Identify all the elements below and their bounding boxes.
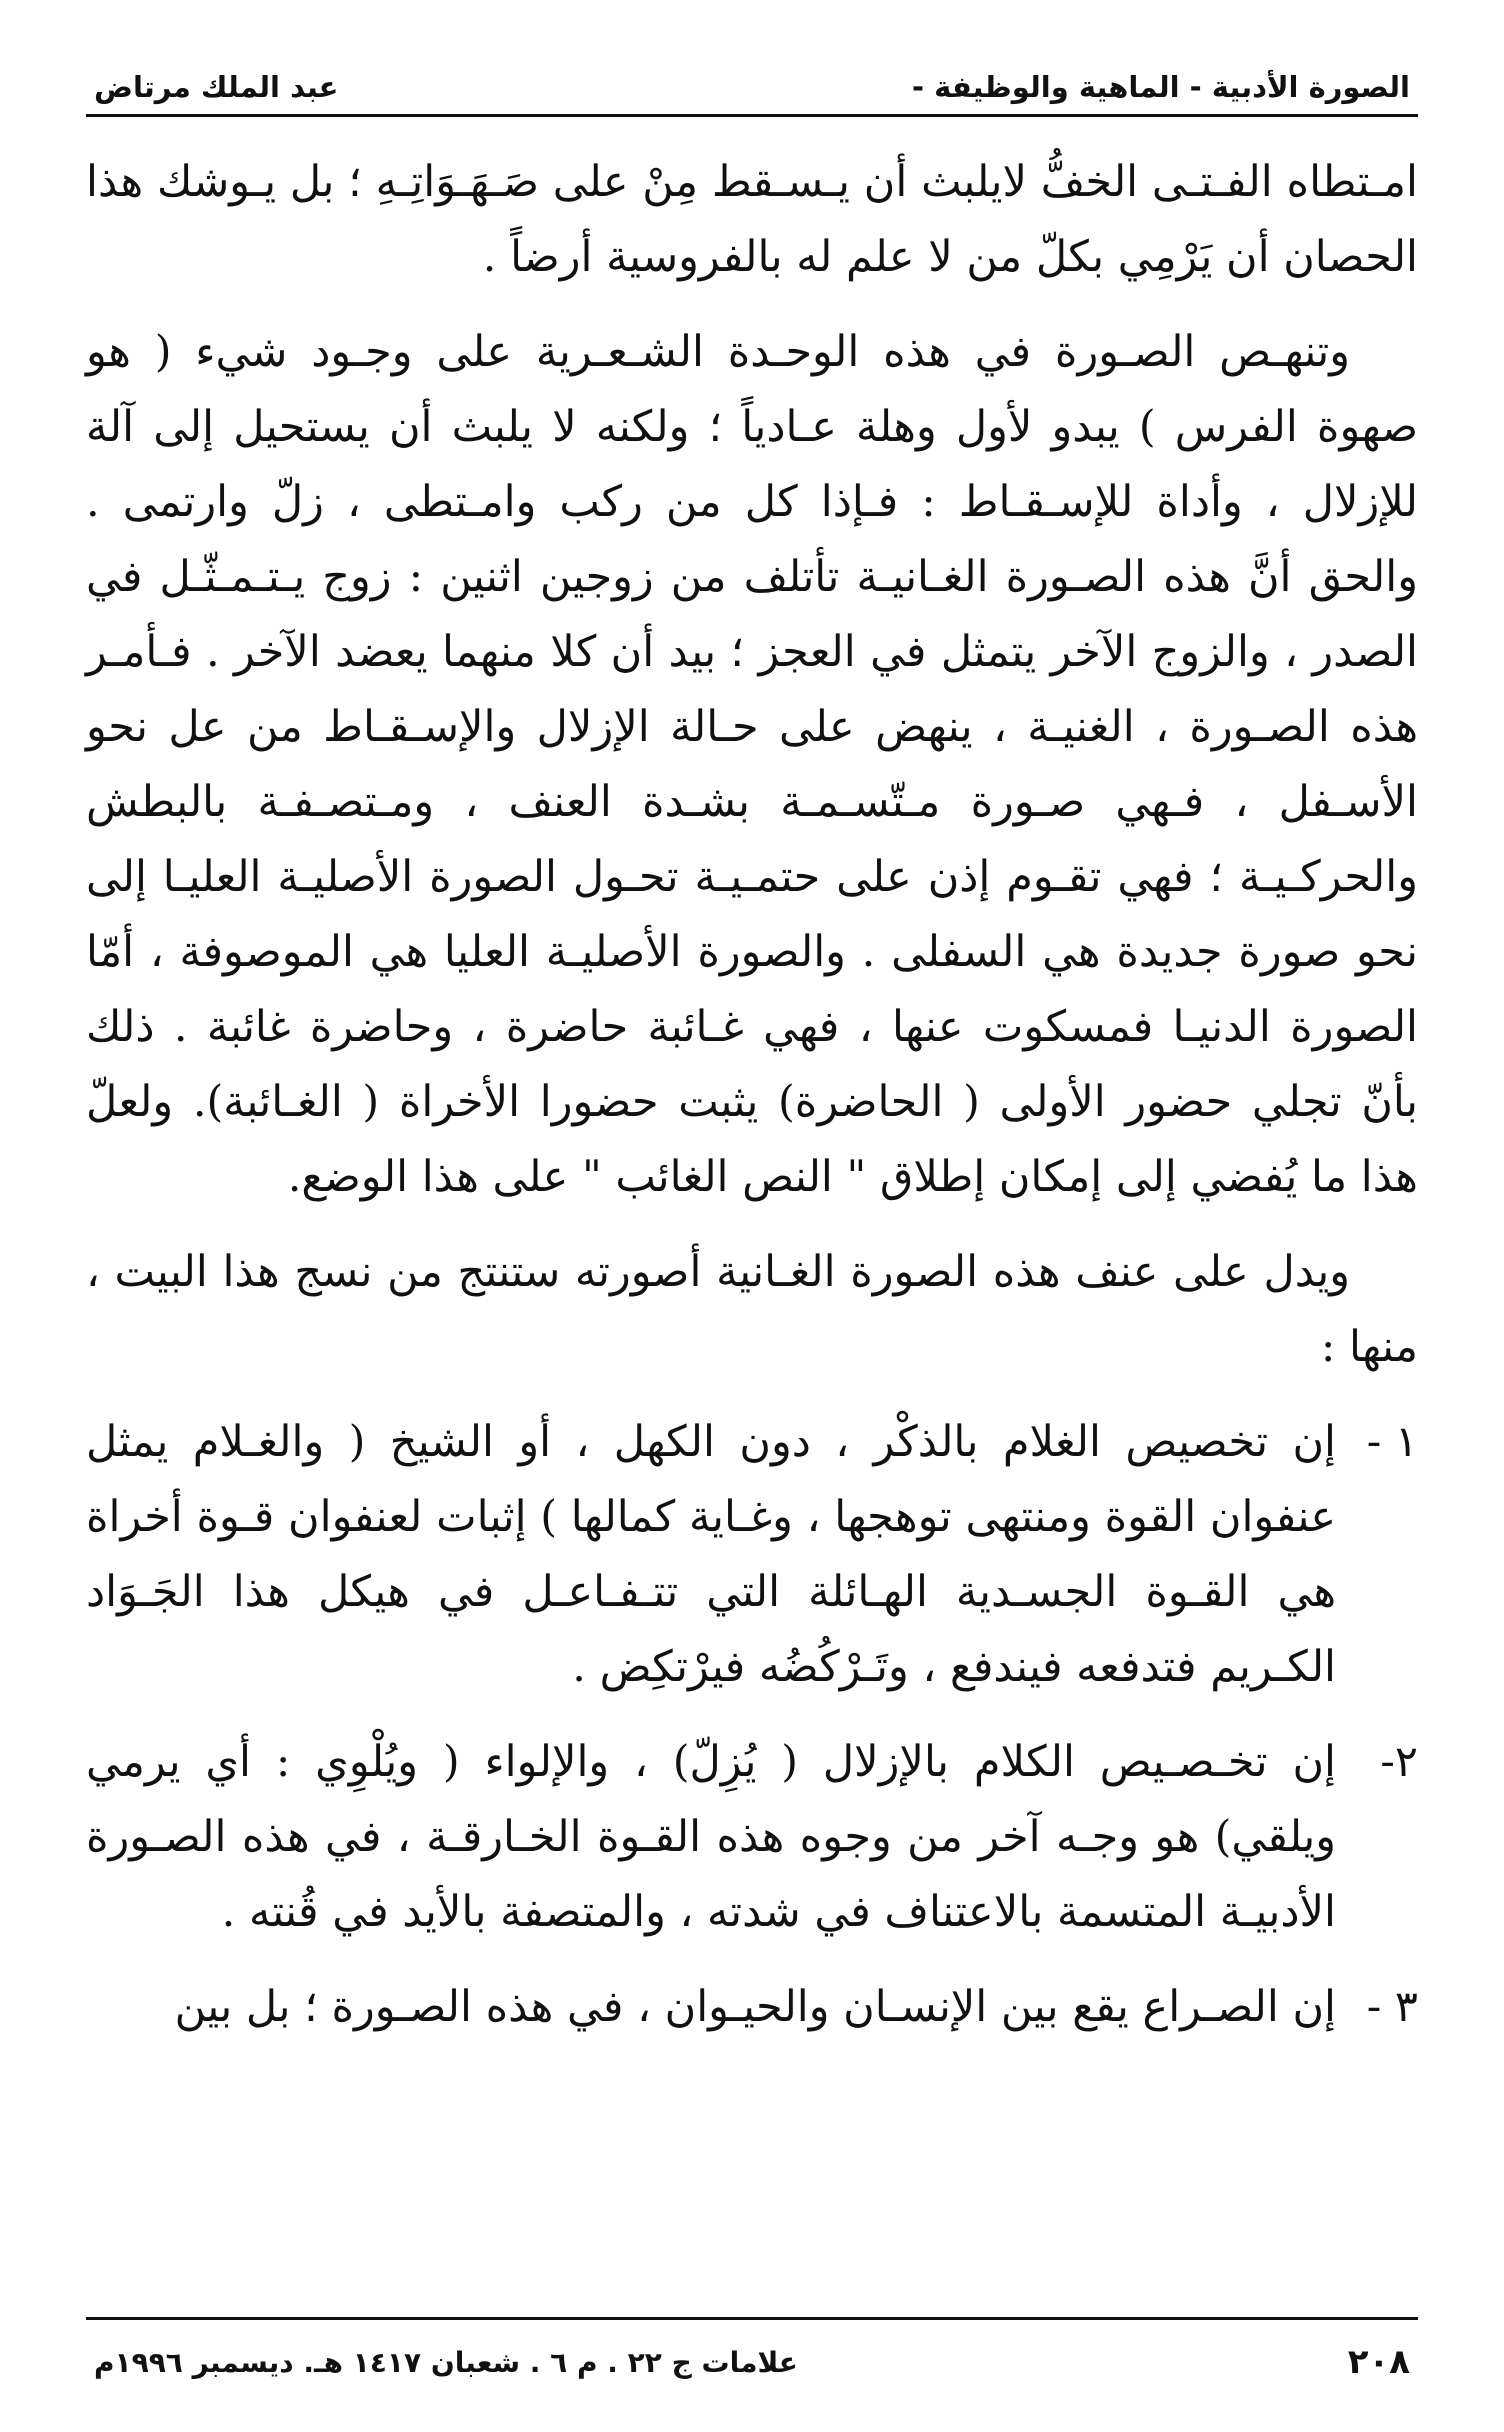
- running-header: [86, 42, 1418, 117]
- numbered-item-3: [86, 1970, 1418, 2045]
- paragraph-continuation: امـتطاه الفـتـى الخفُّ لايلبث أن يـسـقط مِنْ على صَـهَـوَاتِـهِ ؛ بل يـوشك هذا الحصان أن يَرْمِي بكلّ من لا علم له بالفروسية أرضاً .: [86, 157, 1418, 282]
- running-title: الصورة الأدبية - الماهية والوظيفة -: [911, 70, 1410, 104]
- item-number: ٢-: [1380, 1737, 1418, 1787]
- running-author: عبد الملك مرتاض: [94, 70, 339, 104]
- numbered-item-1: [86, 1405, 1418, 1705]
- page-footer: [86, 2317, 1418, 2382]
- item-text: إن الصـراع يقع بين الإنسـان والحيـوان ، في هذه الصـورة ؛ بل بين: [174, 1982, 1336, 2032]
- numbered-item-2: [86, 1725, 1418, 1950]
- paragraph-list-intro: ويدل على عنف هذه الصورة الغـانية أصورته ستنتج من نسج هذا البيت ، منها :: [86, 1247, 1418, 1372]
- book-page: [86, 42, 1418, 2392]
- journal-citation: علامات ج ٢٢ . م ٦ . شعبان ١٤١٧ هـ. ديسمبر ١٩٩٦م: [94, 2345, 798, 2379]
- paragraph-image-analysis: وتنهـص الصـورة في هذه الوحـدة الشـعـرية على وجـود شيء ( هو صهوة الفرس ) يبدو لأول وهلة عـادياً ؛ ولكنه لا يلبث أن يستحيل إلى آلة للإزلال ، وأداة للإسـقـاط : فـإذا كل من ركب وامـتطى ، زلّ وارتمى . والحق أنَّ هذه الصـورة الغـانيـة تأتلف من زوجين اثنين : زوج يـتـمـثّـل في الصدر ، والزوج الآخر يتمثل في العجز ؛ بيد أن كلا منهما يعضد الآخر . فـأمـر هذه الصـورة ، الغنيـة ، ينهض على حـالة الإزلال والإسـقـاط من عل نحو الأسـفل ، فـهي صـورة مـتّسـمـة بشـدة العنف ، ومـتصـفـة بالبطش والحركـيـة ؛ فهي تقـوم إذن على حتمـيـة تحـول الصورة الأصليـة العليـا إلى نحو صورة جديدة هي السفلى . والصورة الأصليـة العليا هي الموصوفة ، أمّا الصورة الدنيـا فمسكوت عنها ، فهي غـائبة حاضرة ، وحاضرة غائبة . ذلك بأنّ تجلي حضور الأولى ( الحاضرة) يثبت حضورا الأخراة ( الغـائبة). ولعلّ هذا ما يُفضي إلى إمكان إطلاق " النص الغائب " على هذا الوضع.: [86, 327, 1418, 1202]
- item-text: إن تخـصـيص الكلام بالإزلال ( يُزِلّ) ، والإلواء ( ويُلْوِي : أي يرمي ويلقي) هو وجـه آخر من وجوه هذه القـوة الخـارقـة ، في هذه الصـورة الأدبيـة المتسمة بالاعتناف في شدته ، والمتصفة بالأيد في قُنته .: [86, 1737, 1336, 1937]
- item-number: ٣ -: [1366, 1982, 1418, 2032]
- item-number: ١ -: [1366, 1417, 1418, 1467]
- item-text: إن تخصيص الغلام بالذكْر ، دون الكهل ، أو الشيخ ( والغـلام يمثل عنفوان القوة ومنتهى توهجها ، وغـاية كمالها ) إثبات لعنفوان قـوة أخراة هي القـوة الجسـدية الهـائلة التي تتـفـاعـل في هيكل هذا الجَـوَاد الكـريم فتدفعه فيندفع ، وتَـرْكُضُه فيرْتكِض .: [86, 1417, 1336, 1692]
- page-number: ٢٠٨: [1347, 2342, 1410, 2382]
- page-body: [86, 145, 1418, 2045]
